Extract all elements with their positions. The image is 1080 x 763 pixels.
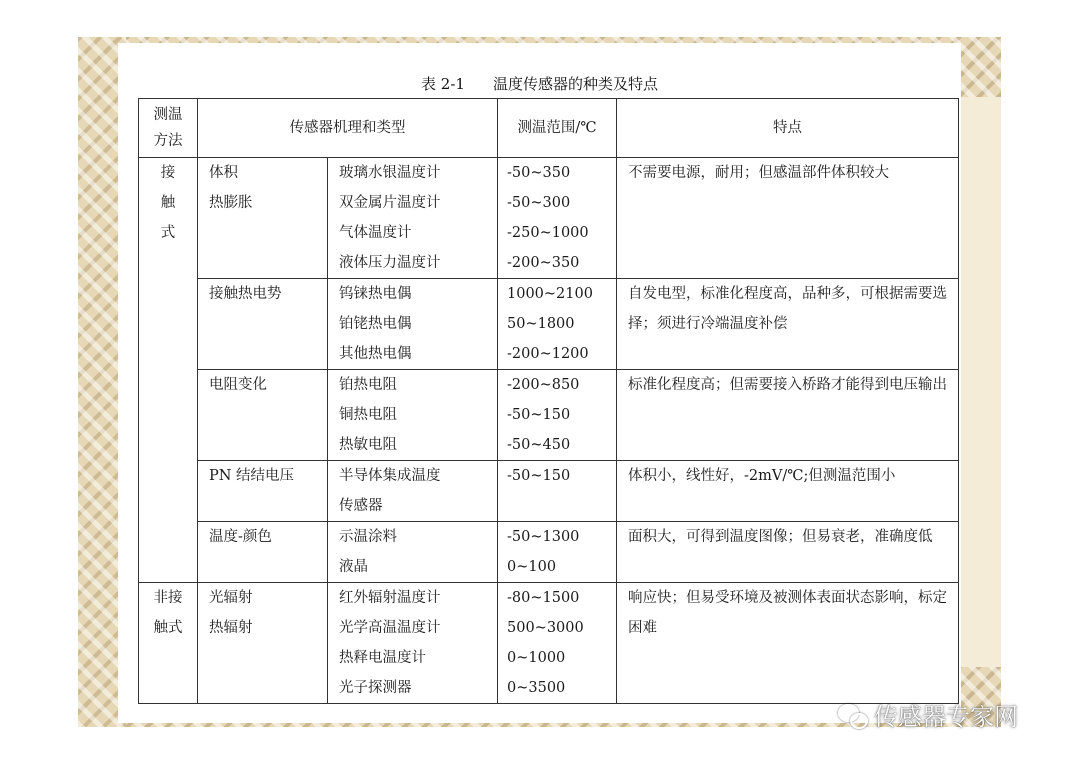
range-text: 500~3000 (507, 620, 584, 636)
range-text: -200~850 (507, 377, 580, 393)
range-text: -50~450 (507, 437, 571, 453)
watermark (838, 697, 1018, 732)
feature-text: 不需要电源，耐用；但感温部件体积较大 (628, 165, 889, 181)
range-cell (498, 279, 617, 370)
type-cell (328, 370, 498, 461)
header-mechanism: 传感器机理和类型 (198, 99, 498, 158)
mechanism-text: PN 结结电压 (209, 468, 295, 484)
wechat-icon (838, 702, 868, 728)
method-noncontact (139, 583, 198, 704)
type-cell (328, 583, 498, 704)
mechanism-cell (198, 158, 328, 279)
range-cell (498, 583, 617, 704)
mechanism-text: 体积 (209, 165, 238, 181)
range-text: -50~350 (507, 165, 571, 181)
feature-cell (617, 279, 959, 370)
method-contact-char: 接 (160, 165, 176, 181)
header-features: 特点 (617, 99, 959, 158)
mechanism-cell (198, 583, 328, 704)
type-text: 热敏电阻 (339, 437, 397, 453)
type-text: 光子探测器 (339, 680, 412, 696)
mechanism-text: 温度-颜色 (209, 529, 272, 545)
range-text: -50~300 (507, 195, 571, 211)
type-text: 液体压力温度计 (339, 255, 441, 271)
type-text: 铂铑热电偶 (339, 316, 412, 332)
feature-text: 自发电型，标准化程度高，品种多，可根据需要选择；须进行冷端温度补偿 (628, 286, 947, 332)
range-text: -80~1500 (507, 590, 580, 606)
range-text: -200~350 (507, 255, 580, 271)
type-text: 双金属片温度计 (339, 195, 441, 211)
type-text: 示温涂料 (339, 529, 397, 545)
mechanism-cell (198, 522, 328, 583)
mechanism-cell (198, 279, 328, 370)
type-text: 半导体集成温度 (339, 468, 441, 484)
mechanism-cell (198, 461, 328, 522)
mechanism-text: 接触热电势 (209, 286, 282, 302)
table-row-pn-junction (139, 461, 959, 522)
table-row-resistance (139, 370, 959, 461)
method-contact (139, 158, 198, 583)
range-text: -250~1000 (507, 225, 589, 241)
type-text: 铂热电阻 (339, 377, 397, 393)
feature-cell (617, 370, 959, 461)
range-text: -50~150 (507, 468, 571, 484)
range-cell (498, 370, 617, 461)
range-text: 1000~2100 (507, 286, 593, 302)
range-text: -50~1300 (507, 529, 580, 545)
type-cell (328, 279, 498, 370)
header-method (139, 99, 198, 158)
type-text: 其他热电偶 (339, 346, 412, 362)
type-text: 液晶 (339, 559, 368, 575)
mechanism-cell (198, 370, 328, 461)
header-method-line1: 测温 (153, 107, 183, 123)
sensor-table (138, 98, 959, 704)
feature-text: 标准化程度高；但需要接入桥路才能得到电压输出 (628, 377, 947, 393)
range-cell (498, 158, 617, 279)
type-cell (328, 522, 498, 583)
feature-cell (617, 158, 959, 279)
mechanism-text: 光辐射 (209, 590, 253, 606)
mechanism-text: 热辐射 (209, 620, 253, 636)
type-cell (328, 158, 498, 279)
header-range: 测温范围/℃ (498, 99, 617, 158)
table-row-volume (139, 158, 959, 279)
method-noncontact-line: 触式 (153, 620, 183, 636)
table-number: 表 2-1 (421, 75, 465, 93)
table-caption (78, 73, 1001, 95)
range-text: 50~1800 (507, 316, 575, 332)
feature-text: 面积大，可得到温度图像；但易衰老，准确度低 (628, 529, 933, 545)
method-noncontact-line: 非接 (153, 590, 183, 606)
feature-cell (617, 461, 959, 522)
table-row-thermocouple (139, 279, 959, 370)
feature-text: 体积小，线性好，-2mV/℃;但测温范围小 (628, 468, 896, 484)
range-text: 0~3500 (507, 680, 566, 696)
method-contact-char: 式 (160, 225, 176, 241)
watermark-text: 传感器专家网 (874, 703, 1018, 731)
type-text: 红外辐射温度计 (339, 590, 441, 606)
type-text: 热释电温度计 (339, 650, 426, 666)
table-row-color (139, 522, 959, 583)
table-title: 温度传感器的种类及特点 (492, 75, 658, 93)
range-text: -50~150 (507, 407, 571, 423)
range-text: 0~1000 (507, 650, 566, 666)
feature-text: 响应快；但易受环境及被测体表面状态影响，标定困难 (628, 590, 947, 636)
range-cell (498, 522, 617, 583)
type-text: 传感器 (339, 498, 383, 514)
range-text: -200~1200 (507, 346, 589, 362)
table-row-noncontact (139, 583, 959, 704)
mechanism-text: 电阻变化 (209, 377, 267, 393)
type-text: 光学高温温度计 (339, 620, 441, 636)
table-header-row (139, 99, 959, 158)
header-method-line2: 方法 (153, 133, 183, 149)
type-text: 铜热电阻 (339, 407, 397, 423)
mechanism-text: 热膨胀 (209, 195, 253, 211)
method-contact-char: 触 (160, 195, 176, 211)
range-cell (498, 461, 617, 522)
type-text: 气体温度计 (339, 225, 412, 241)
feature-cell (617, 583, 959, 704)
type-cell (328, 461, 498, 522)
type-text: 玻璃水银温度计 (339, 165, 441, 181)
range-text: 0~100 (507, 559, 557, 575)
type-text: 钨铼热电偶 (339, 286, 412, 302)
feature-cell (617, 522, 959, 583)
